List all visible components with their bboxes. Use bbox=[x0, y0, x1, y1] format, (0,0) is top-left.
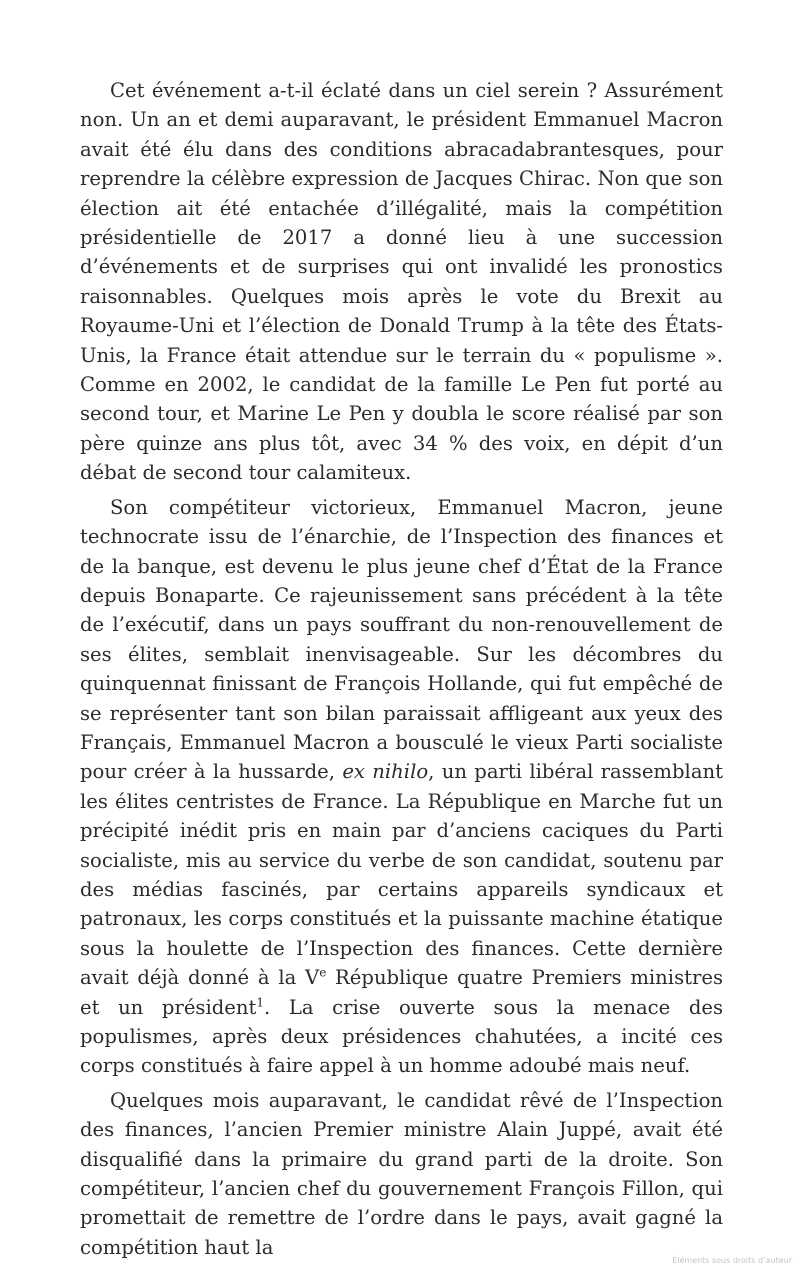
paragraph-3 bbox=[80, 1086, 723, 1262]
paragraph-2-text-c: République quatre Premiers ministres et un président bbox=[80, 966, 724, 1019]
paragraph-2-text-a: Son compétiteur victorieux, Emmanuel Macron, jeune technocrate issu de l’énarchie, de l’Inspection des finances et de la banque, est devenu le plus jeune chef d’État de la France depuis Bonaparte. Ce rajeunissement sans précédent à la tête de l’exécutif, dans un pays souffrant du non-renouvellement de ses élites, semblait inenvisageable. Sur les décombres du quinquennat finissant de François Hollande, qui fut empêché de se représenter tant son bilan paraissait affligeant aux yeux des Français, Emmanuel Macron a bousculé le vieux Parti socialiste pour créer à la hussarde, bbox=[80, 495, 723, 784]
paragraph-2 bbox=[80, 493, 723, 1081]
document-body bbox=[80, 76, 723, 1267]
paragraph-3-text: Quelques mois auparavant, le candidat rêvé de l’Inspection des finances, l’ancien Premier ministre Alain Juppé, avait été disqualifié dans la primaire du grand parti de la droite. Son compétiteur, l’ancien chef du gouvernement François Fillon, qui promettait de remettre de l’ordre dans le pays, avait gagné la compétition haut la bbox=[80, 1088, 723, 1259]
footnote-marker[interactable]: 1 bbox=[256, 995, 265, 1010]
paragraph-2-text-b: , un parti libéral rassemblant les élites centristes de France. La République en Marche fut un précipité inédit pris en main par d’anciens caciques du Parti socialiste, mis au service du verbe de son candidat, soutenu par des médias fascinés, par certains appareils syndicaux et patronaux, les corps constitués et la puissante machine étatique sous la houlette de l’Inspection des finances. Cette dernière avait déjà donné à la V bbox=[80, 760, 723, 990]
ordinal-superscript: e bbox=[319, 965, 327, 980]
latin-phrase: ex nihilo bbox=[342, 760, 429, 784]
copyright-watermark: Éléments sous droits d’auteur bbox=[672, 1256, 792, 1265]
paragraph-1 bbox=[80, 76, 723, 488]
paragraph-2-text-d: . La crise ouverte sous la menace des populismes, après deux présidences chahutées, a incité ces corps constitués à faire appel à un homme adoubé mais neuf. bbox=[80, 995, 724, 1078]
paragraph-1-text: Cet événement a-t-il éclaté dans un ciel serein ? Assurément non. Un an et demi auparavant, le président Emmanuel Macron avait été élu dans des conditions abracadabrantesques, pour reprendre la célèbre expression de Jacques Chirac. Non que son élection ait été entachée d’illégalité, mais la compétition présidentielle de 2017 a donné lieu à une succession d’événements et de surprises qui ont invalidé les pronostics raisonnables. Quelques mois après le vote du Brexit au Royaume-Uni et l’élection de Donald Trump à la tête des États-Unis, la France était attendue sur le terrain du « populisme ». Comme en 2002, le candidat de la famille Le Pen fut porté au second tour, et Marine Le Pen y doubla le score réalisé par son père quinze ans plus tôt, avec 34 % des voix, en dépit d’un débat de second tour calamiteux. bbox=[80, 79, 723, 485]
